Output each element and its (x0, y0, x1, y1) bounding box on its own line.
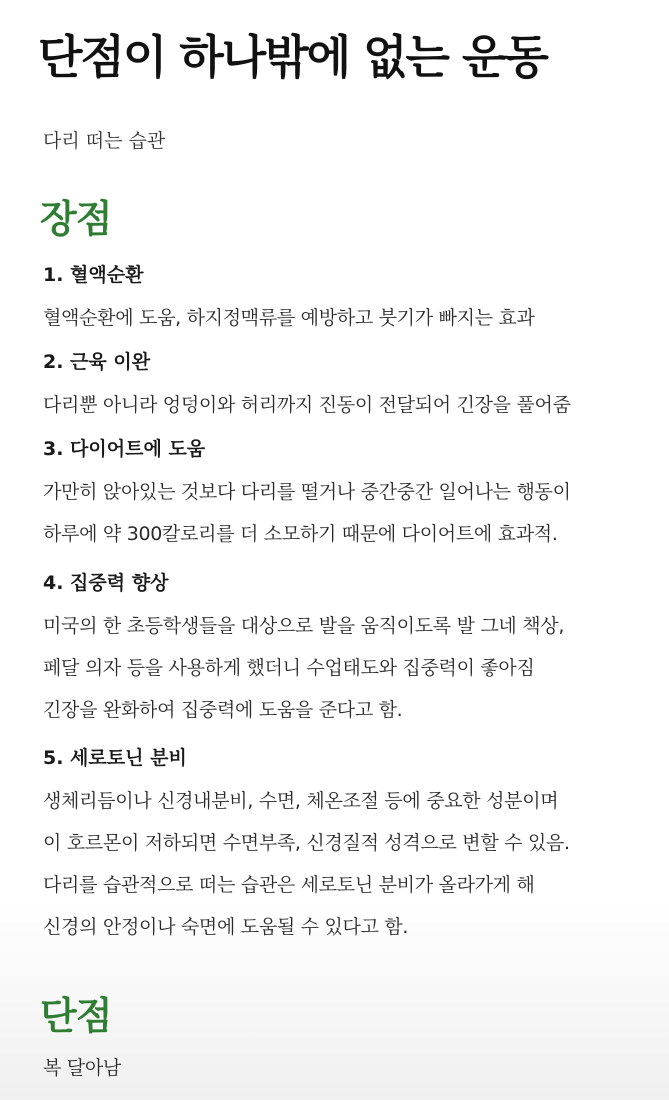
pros-heading: 장점 (40, 197, 112, 241)
item-heading: 4. 집중력 향상 (43, 572, 169, 594)
item-text-line: 혈액순환에 도움, 하지정맥류를 예방하고 붓기가 빠지는 효과 (43, 307, 535, 329)
item-text-line: 다리뿐 아니라 엉덩이와 허리까지 진동이 전달되어 긴장을 풀어줌 (43, 394, 571, 416)
item-text-line: 하루에 약 300칼로리를 더 소모하기 때문에 다이어트에 효과적. (43, 523, 558, 545)
page-title: 단점이 하나밖에 없는 운동 (38, 30, 547, 84)
item-text-line: 다리를 습관적으로 떠는 습관은 세로토닌 분비가 올라가게 해 (43, 874, 535, 896)
item-heading: 5. 세로토닌 분비 (43, 747, 187, 769)
page-subtitle: 다리 떠는 습관 (43, 130, 166, 152)
item-heading: 3. 다이어트에 도움 (43, 438, 206, 460)
item-heading: 1. 혈액순환 (43, 264, 144, 286)
item-text-line: 페달 의자 등을 사용하게 했더니 수업태도와 집중력이 좋아짐 (43, 657, 535, 679)
item-text-line: 긴장을 완화하여 집중력에 도움을 준다고 함. (43, 699, 403, 721)
cons-heading: 단점 (40, 994, 112, 1038)
item-text-line: 신경의 안정이나 숙면에 도움될 수 있다고 함. (43, 916, 409, 938)
item-text-line: 이 호르몬이 저하되면 수면부족, 신경질적 성격으로 변할 수 있음. (43, 832, 570, 854)
cons-text: 복 달아남 (43, 1057, 121, 1079)
item-text-line: 생체리듬이나 신경내분비, 수면, 체온조절 등에 중요한 성분이며 (43, 790, 559, 812)
item-heading: 2. 근육 이완 (43, 351, 151, 373)
item-text-line: 미국의 한 초등학생들을 대상으로 발을 움직이도록 발 그네 책상, (43, 615, 565, 637)
item-text-line: 가만히 앉아있는 것보다 다리를 떨거나 중간중간 일어나는 행동이 (43, 481, 571, 503)
